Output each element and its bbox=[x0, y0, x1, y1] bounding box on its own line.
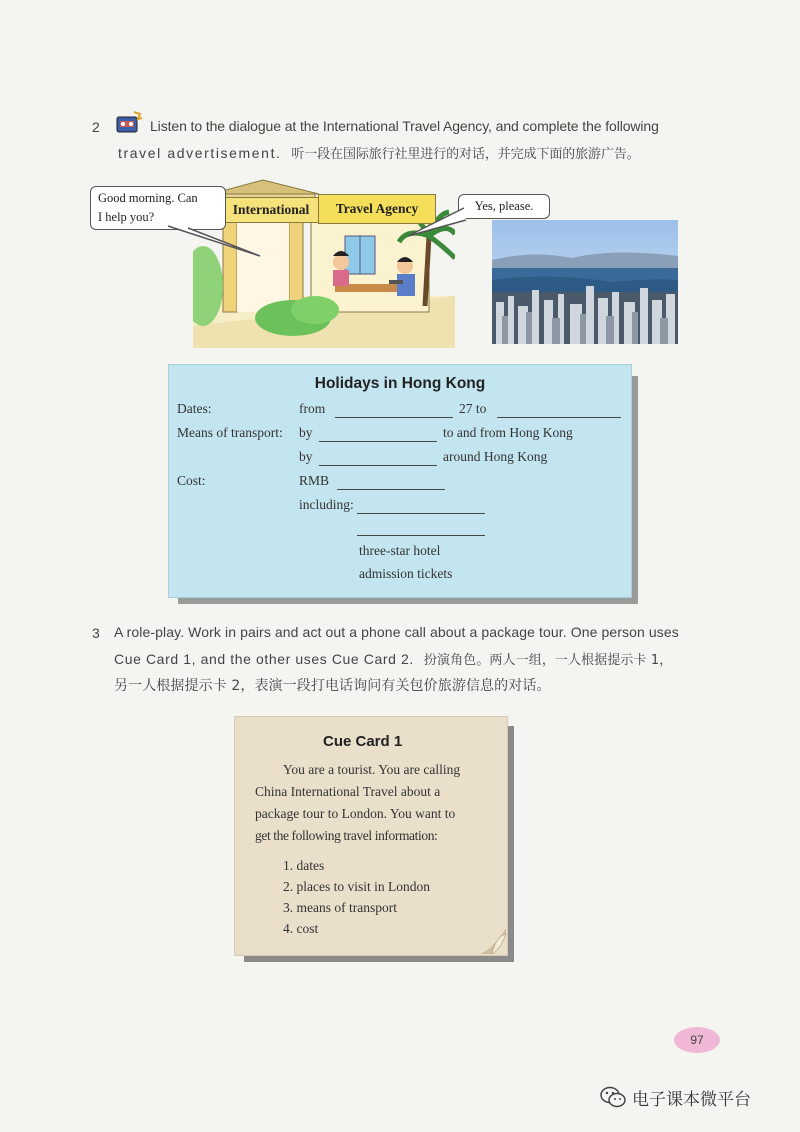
advert-box bbox=[168, 364, 632, 598]
exercise-3-number: 3 bbox=[92, 625, 100, 641]
bubble-left-line2: I help you? bbox=[98, 210, 155, 224]
including-blank-2[interactable] bbox=[357, 535, 485, 536]
included-item-tickets: admission tickets bbox=[359, 566, 453, 581]
cue-card-line2: China International Travel about a bbox=[255, 784, 441, 799]
agency-sign-international: International bbox=[222, 197, 320, 223]
speech-bubble-right: Yes, please. bbox=[458, 194, 550, 219]
exercise-2-line2-en: travel advertisement. bbox=[118, 145, 282, 161]
speech-bubble-left-tail bbox=[160, 218, 270, 262]
cue-card-line3: package tour to London. You want to bbox=[255, 806, 456, 821]
cue-card-line4: get the following travel information: bbox=[255, 828, 438, 843]
transport-dest1: to and from Hong Kong bbox=[443, 425, 573, 440]
dates-to-label: 27 to bbox=[459, 401, 487, 416]
transport-dest2: around Hong Kong bbox=[443, 449, 548, 464]
exercise-2-line2 bbox=[118, 140, 758, 168]
included-item-hotel: three-star hotel bbox=[359, 543, 441, 558]
wechat-icon bbox=[600, 1086, 626, 1108]
exercise-3-line2 bbox=[114, 646, 794, 674]
dates-to-blank[interactable] bbox=[497, 417, 621, 418]
cue-card-item: 3. means of transport bbox=[283, 900, 397, 915]
cue-card bbox=[234, 716, 508, 956]
cue-card-item: 2. places to visit in London bbox=[283, 879, 430, 894]
cue-card-item: 4. cost bbox=[283, 921, 319, 936]
cost-currency: RMB bbox=[299, 473, 330, 488]
cue-card-line1: You are a tourist. You are calling bbox=[283, 762, 461, 777]
transport-by2-label: by bbox=[299, 449, 313, 464]
page-number: 97 bbox=[690, 1033, 704, 1047]
exercise-2-line1: Listen to the dialogue at the International Travel Agency, and complete the following bbox=[150, 118, 659, 134]
exercise-3-line2-en: Cue Card 1, and the other uses Cue Card 2. bbox=[114, 651, 414, 667]
dates-label: Dates: bbox=[177, 401, 212, 416]
dates-from-blank[interactable] bbox=[335, 417, 453, 418]
transport-blank-2[interactable] bbox=[319, 465, 437, 466]
advert-title: Holidays in Hong Kong bbox=[314, 375, 486, 392]
dates-from-label: from bbox=[299, 401, 326, 416]
speech-bubble-right-tail bbox=[404, 206, 474, 242]
cue-card-item: 1. dates bbox=[283, 858, 325, 873]
exercise-2-line2-cn: 听一段在国际旅行社里进行的对话，并完成下面的旅游广告。 bbox=[291, 147, 640, 162]
listening-tape-icon bbox=[114, 110, 144, 136]
including-label: including: bbox=[299, 497, 354, 512]
cue-card-curl-corner bbox=[478, 928, 508, 956]
exercise-3-line2-cn: 扮演角色。两人一组，一人根据提示卡 1， bbox=[423, 653, 673, 668]
transport-by1-label: by bbox=[299, 425, 313, 440]
exercise-3-line1: A role-play. Work in pairs and act out a phone call about a package tour. One person uses bbox=[114, 624, 679, 640]
cue-card-title: Cue Card 1 bbox=[323, 733, 403, 750]
transport-label: Means of transport: bbox=[177, 425, 283, 440]
bubble-left-line1: Good morning. Can bbox=[98, 191, 198, 205]
exercise-3-line3: 另一人根据提示卡 2，表演一段打电话询问有关包价旅游信息的对话。 bbox=[114, 678, 551, 694]
hong-kong-skyline-photo bbox=[492, 220, 678, 344]
cost-label: Cost: bbox=[177, 473, 206, 488]
agency-sign-travel: Travel Agency bbox=[318, 194, 436, 224]
cost-blank[interactable] bbox=[337, 489, 445, 490]
including-blank-1[interactable] bbox=[357, 513, 485, 514]
cue-card-list bbox=[283, 855, 430, 939]
exercise-2-number: 2 bbox=[92, 119, 100, 135]
footer-brand: 电子课本微平台 bbox=[632, 1090, 751, 1110]
transport-blank-1[interactable] bbox=[319, 441, 437, 442]
